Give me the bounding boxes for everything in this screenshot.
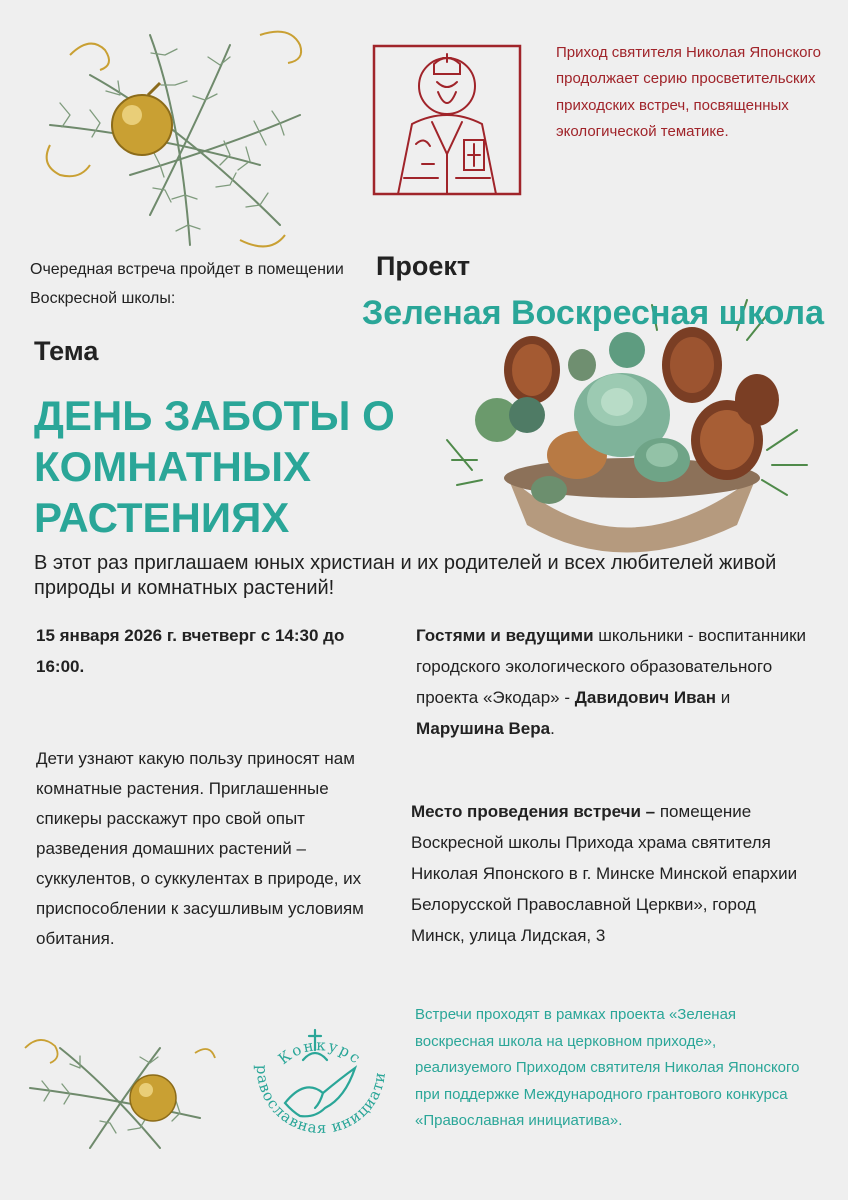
guests-conjunction: и: [716, 688, 731, 707]
meeting-intro-text: Очередная встреча пройдет в помещении Воскресной школы:: [30, 261, 344, 307]
guests-description: школьники - воспитанники городского экологического образовательного проекта «Экодар» -: [416, 626, 807, 707]
project-label: Проект: [376, 251, 471, 281]
topic-title: ДЕНЬ ЗАБОТЫ О КОМНАТНЫХ РАСТЕНИЯХ: [34, 392, 395, 541]
invitation-text: В этот раз приглашаем юных христиан и их родителей и всех любителей живой природы и комнатных растений!: [34, 552, 777, 599]
venue-label: Место проведения встречи: [411, 802, 641, 821]
project-note: [415, 1002, 815, 1135]
venue-info: [411, 796, 811, 951]
topic-label: Тема: [34, 336, 99, 366]
christmas-ornament-icon: [30, 15, 335, 260]
guests-lead: Гостями и ведущими: [416, 626, 594, 645]
logo-arc-bottom: равославная инициати: [252, 1064, 390, 1138]
project-note-line1: Встречи проходят в рамках проекта «Зеленая воскресная школа на церковном приходе», реализуемого Приходом святителя Николая Японского: [415, 1006, 800, 1076]
parish-intro-text: Приход святителя Николая Японского продолжает серию просветительских приходских встреч, посвященных экологической тематике.: [556, 44, 822, 141]
dove-cross-logo-icon: [245, 1008, 395, 1168]
svg-text:Конкурс: [275, 1036, 366, 1068]
event-description: Дети узнают какую пользу приносят нам комнатные растения. Приглашенные спикеры расскажут про свой опыт разведения домашних растений – суккулентов, о суккулентах в природе, их приспособлении к засушливым условиям обитания.: [36, 749, 364, 948]
guests-end: .: [550, 719, 555, 738]
christmas-ornament-icon: [10, 1028, 220, 1163]
guest-name-1: Давидович Иван: [574, 688, 717, 707]
venue-dash: –: [640, 802, 656, 821]
event-date: 15 января 2026 г. вчетверг с 14:30 до 16:00.: [36, 626, 345, 676]
saint-icon: [372, 44, 522, 196]
venue-address: помещение Воскресной школы Прихода храма святителя Николая Японского в г. Минске Минской епархии Белорусской Православной Церкви», город Минск, улица Лидская, 3: [411, 802, 798, 945]
svg-text:Православная инициатива: [245, 1008, 389, 1137]
guest-name-2: Марушина Вера: [416, 719, 551, 738]
logo-arc-top: Конкурс: [274, 1036, 366, 1069]
project-name: Зеленая Воскресная школа: [362, 294, 825, 332]
guests-info: [416, 620, 816, 744]
project-note-line2: при поддержке Международного грантового конкурса «Православная инициатива».: [415, 1085, 788, 1129]
